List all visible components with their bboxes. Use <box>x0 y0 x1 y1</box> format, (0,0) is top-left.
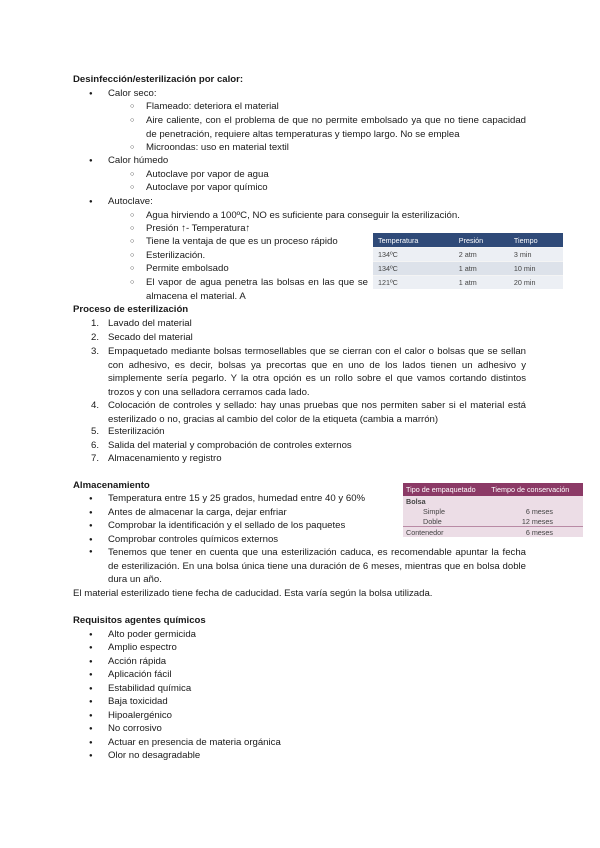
step-number: 6. <box>91 440 100 451</box>
step-text: Empaquetado mediante bolsas termosellables que se cierran con el calor o bolsas que se sellan con adhesivo, es decir, bolsas ya precortas que en uno de los lados tienen un adhesivo y simplemente sería pegarlo. Y la otra opción es un rollo sobre el que vamos cortando distintos trozos y con una selladora cerramos cada lado. <box>108 346 526 398</box>
list-item: ● Aplicación fácil <box>108 669 171 681</box>
table-cell: Contenedor <box>403 527 488 538</box>
list-item: ○ Agua hirviendo a 100ºC, NO es suficiente para conseguir la esterilización. <box>146 210 460 222</box>
step-number: 3. <box>91 346 100 357</box>
step-number: 1. <box>91 318 100 329</box>
step-text: Almacenamiento y registro <box>108 453 222 464</box>
bullet-calor-humedo: ● Calor húmedo <box>108 155 168 167</box>
list-item: ○ Aire caliente, con el problema de que no permite embolsado ya que no tiene capacidad de penetración, requiere altas temperaturas y tiempo largo. No se emplea <box>146 114 526 141</box>
list-item: ○ Presión ↑- Temperatura↑ <box>146 223 250 235</box>
table-row <box>373 262 563 276</box>
table-header: Presión <box>454 233 509 248</box>
list-item <box>91 426 165 438</box>
table-cell: 1 atm <box>454 262 509 276</box>
list-item <box>91 332 193 344</box>
list-item: ● Actuar en presencia de materia orgánica <box>108 737 281 749</box>
list-item: ○ Autoclave por vapor químico <box>146 182 268 194</box>
list-item <box>91 453 222 465</box>
list-item: ○ Esterilización. <box>146 250 205 262</box>
step-text: Colocación de controles y sellado: hay unas pruebas que nos permiten saber si el material está esterilizado o no, gracias al cambio del color de la etiqueta (cambia a marrón) <box>108 400 526 425</box>
list-item: ● Amplio espectro <box>108 642 177 654</box>
list-item <box>91 318 192 330</box>
step-number: 5. <box>91 426 100 437</box>
table-header: Temperatura <box>373 233 454 248</box>
step-text: Salida del material y comprobación de controles externos <box>108 440 352 451</box>
list-item: ● Hipoalergénico <box>108 710 172 722</box>
list-item <box>91 399 526 426</box>
list-item: ● Olor no desagradable <box>108 750 200 762</box>
step-text: Lavado del material <box>108 318 192 329</box>
list-item: ○ Tiene la ventaja de que es un proceso rápido <box>146 236 338 248</box>
list-item: ○ Microondas: uso en material textil <box>146 142 289 154</box>
table-cell: 12 meses <box>488 516 583 527</box>
list-item: ● Tenemos que tener en cuenta que una esterilización caduca, es recomendable apuntar la fecha de esterilización. En una bolsa única tiene una duración de 6 meses, mientras que en bolsa doble dura un año. <box>108 546 526 587</box>
table-row <box>403 506 583 516</box>
section-title-heat: Desinfección/esterilización por calor: <box>73 74 244 85</box>
table-cell: 3 min <box>509 248 563 262</box>
table-cell: 1 atm <box>454 276 509 290</box>
table-cell <box>488 496 583 506</box>
list-item: ● Comprobar controles químicos externos <box>108 534 278 546</box>
table-cell: 134ºC <box>373 248 454 262</box>
storage-table <box>403 483 583 537</box>
table-cell: Bolsa <box>403 496 488 506</box>
step-number: 2. <box>91 332 100 343</box>
table-header: Tiempo <box>509 233 563 248</box>
table-header: Tipo de empaquetado <box>403 483 488 496</box>
table-cell: 10 min <box>509 262 563 276</box>
table-cell: 6 meses <box>488 506 583 516</box>
list-item: ○ El vapor de agua penetra las bolsas en las que se almacena el material. A <box>146 276 368 303</box>
table-row <box>373 276 563 290</box>
bullet-calor-seco: ● Calor seco: <box>108 88 157 100</box>
section-title-process: Proceso de esterilización <box>73 304 189 315</box>
step-text: Secado del material <box>108 332 193 343</box>
table-cell: 6 meses <box>488 527 583 538</box>
list-item: ● Estabilidad química <box>108 683 191 695</box>
step-number: 7. <box>91 453 100 464</box>
table-row <box>403 496 583 506</box>
section-title-storage: Almacenamiento <box>73 480 150 491</box>
table-row <box>403 516 583 527</box>
table-cell: 121ºC <box>373 276 454 290</box>
bullet-autoclave: ● Autoclave: <box>108 196 153 208</box>
list-item: ● Baja toxicidad <box>108 696 168 708</box>
list-item: ● Antes de almacenar la carga, dejar enfriar <box>108 507 287 519</box>
list-item: ● Acción rápida <box>108 656 166 668</box>
step-number: 4. <box>91 400 100 411</box>
list-item: ● Temperatura entre 15 y 25 grados, humedad entre 40 y 60% <box>108 493 365 505</box>
list-item: ○ Permite embolsado <box>146 263 229 275</box>
table-row <box>403 527 583 538</box>
list-item: ○ Autoclave por vapor de agua <box>146 169 269 181</box>
list-item <box>91 345 526 399</box>
autoclave-table <box>373 233 563 289</box>
table-cell: Doble <box>403 516 488 527</box>
list-item <box>91 440 352 452</box>
section-title-chemical: Requisitos agentes químicos <box>73 615 206 626</box>
table-header: Tiempo de conservación <box>488 483 583 496</box>
table-cell: 134ºC <box>373 262 454 276</box>
table-cell: 20 min <box>509 276 563 290</box>
table-row <box>373 248 563 262</box>
table-cell: Simple <box>403 506 488 516</box>
table-cell: 2 atm <box>454 248 509 262</box>
list-item: ● No corrosivo <box>108 723 162 735</box>
list-item: ● Alto poder germicida <box>108 629 196 641</box>
storage-note: El material esterilizado tiene fecha de caducidad. Esta varía según la bolsa utilizada. <box>73 588 433 599</box>
list-item: ● Comprobar la identificación y el sellado de los paquetes <box>108 520 345 532</box>
list-item: ○ Flameado: deteriora el material <box>146 101 279 113</box>
step-text: Esterilización <box>108 426 165 437</box>
